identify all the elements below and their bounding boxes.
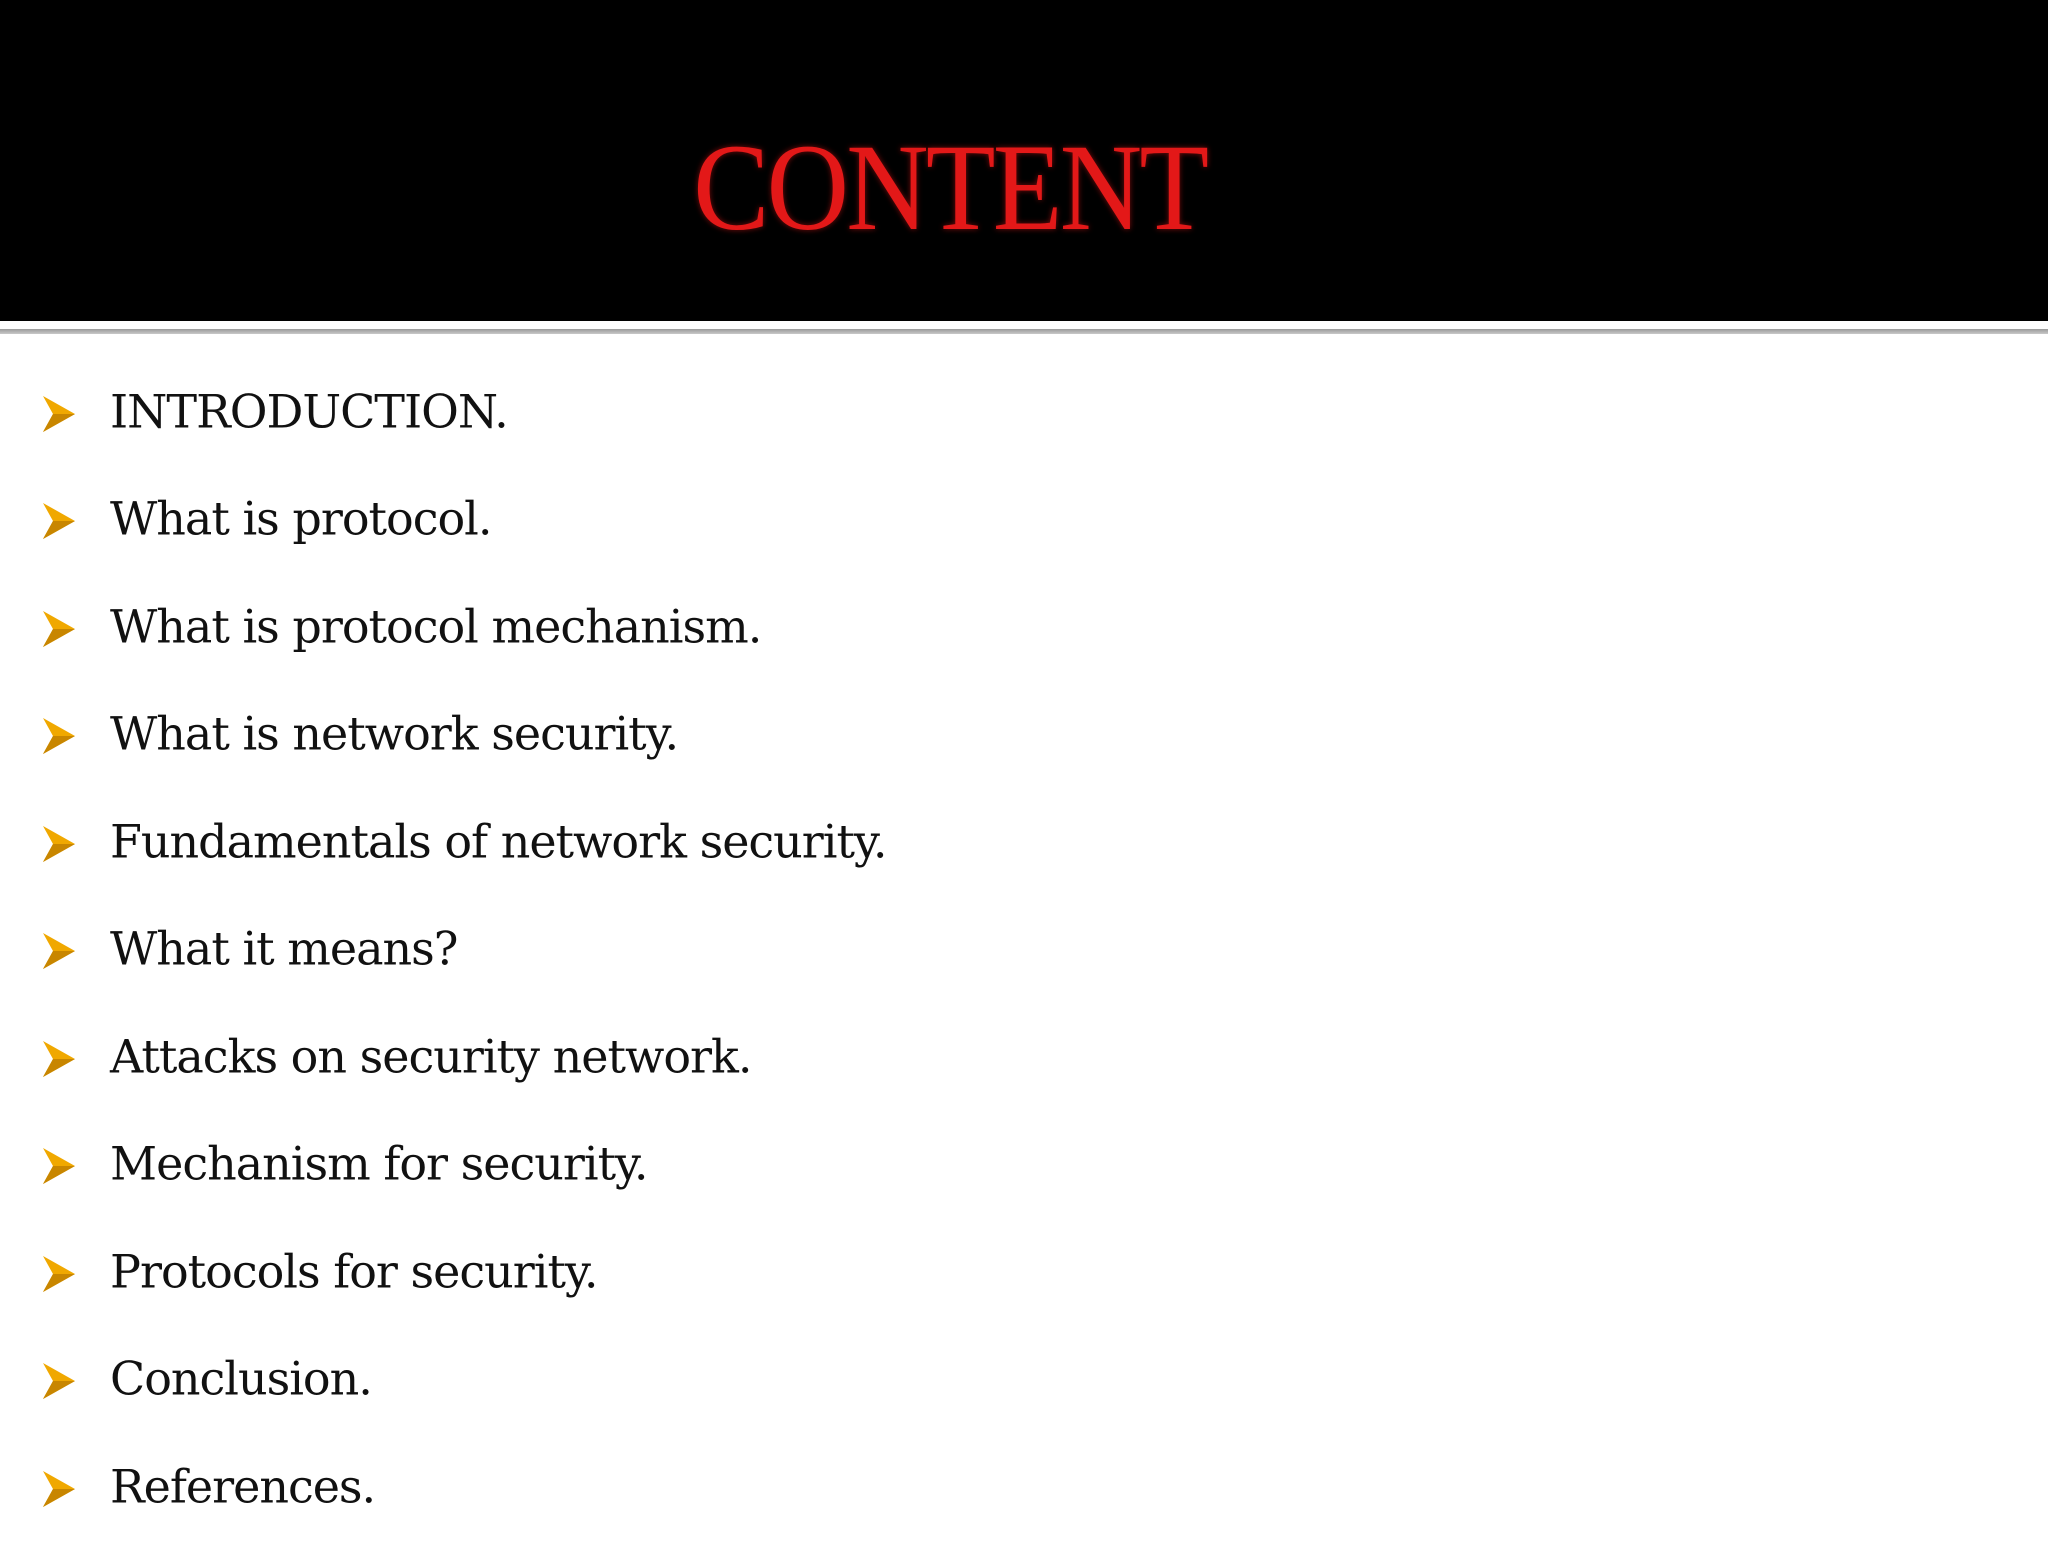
arrowhead-bullet-icon — [41, 394, 77, 434]
list-item-label: Protocols for security. — [110, 1244, 598, 1299]
list-item-label: References. — [110, 1459, 376, 1514]
arrowhead-bullet-icon — [41, 609, 77, 649]
list-item — [0, 1220, 2048, 1328]
list-item-label: Mechanism for security. — [110, 1136, 648, 1191]
list-item — [0, 1005, 2048, 1113]
list-item — [0, 790, 2048, 898]
arrowhead-bullet-icon — [41, 931, 77, 971]
list-item-label: What is network security. — [110, 706, 679, 761]
list-item — [0, 575, 2048, 683]
list-item — [0, 1328, 2048, 1436]
list-item — [0, 1113, 2048, 1221]
arrowhead-bullet-icon — [41, 1039, 77, 1079]
content-bullet-list — [0, 360, 2048, 1543]
header-band — [0, 0, 2048, 321]
list-item — [0, 683, 2048, 791]
list-item — [0, 898, 2048, 1006]
header-divider-white — [0, 321, 2048, 329]
arrowhead-bullet-icon — [41, 824, 77, 864]
list-item-label: INTRODUCTION. — [110, 384, 508, 439]
arrowhead-bullet-icon — [41, 1361, 77, 1401]
list-item — [0, 468, 2048, 576]
arrowhead-bullet-icon — [41, 1254, 77, 1294]
list-item — [0, 1435, 2048, 1543]
arrowhead-bullet-icon — [41, 716, 77, 756]
list-item-label: Fundamentals of network security. — [110, 814, 887, 869]
arrowhead-bullet-icon — [41, 1146, 77, 1186]
list-item-label: Conclusion. — [110, 1351, 372, 1406]
list-item-label: What is protocol. — [110, 491, 492, 546]
list-item-label: Attacks on security network. — [110, 1029, 752, 1084]
arrowhead-bullet-icon — [41, 1469, 77, 1509]
list-item — [0, 360, 2048, 468]
list-item-label: What is protocol mechanism. — [110, 599, 762, 654]
slide-title-text: CONTENT — [693, 119, 1207, 256]
slide-title — [0, 118, 1900, 258]
header-divider-gray — [0, 329, 2048, 334]
list-item-label: What it means? — [110, 921, 458, 976]
arrowhead-bullet-icon — [41, 501, 77, 541]
